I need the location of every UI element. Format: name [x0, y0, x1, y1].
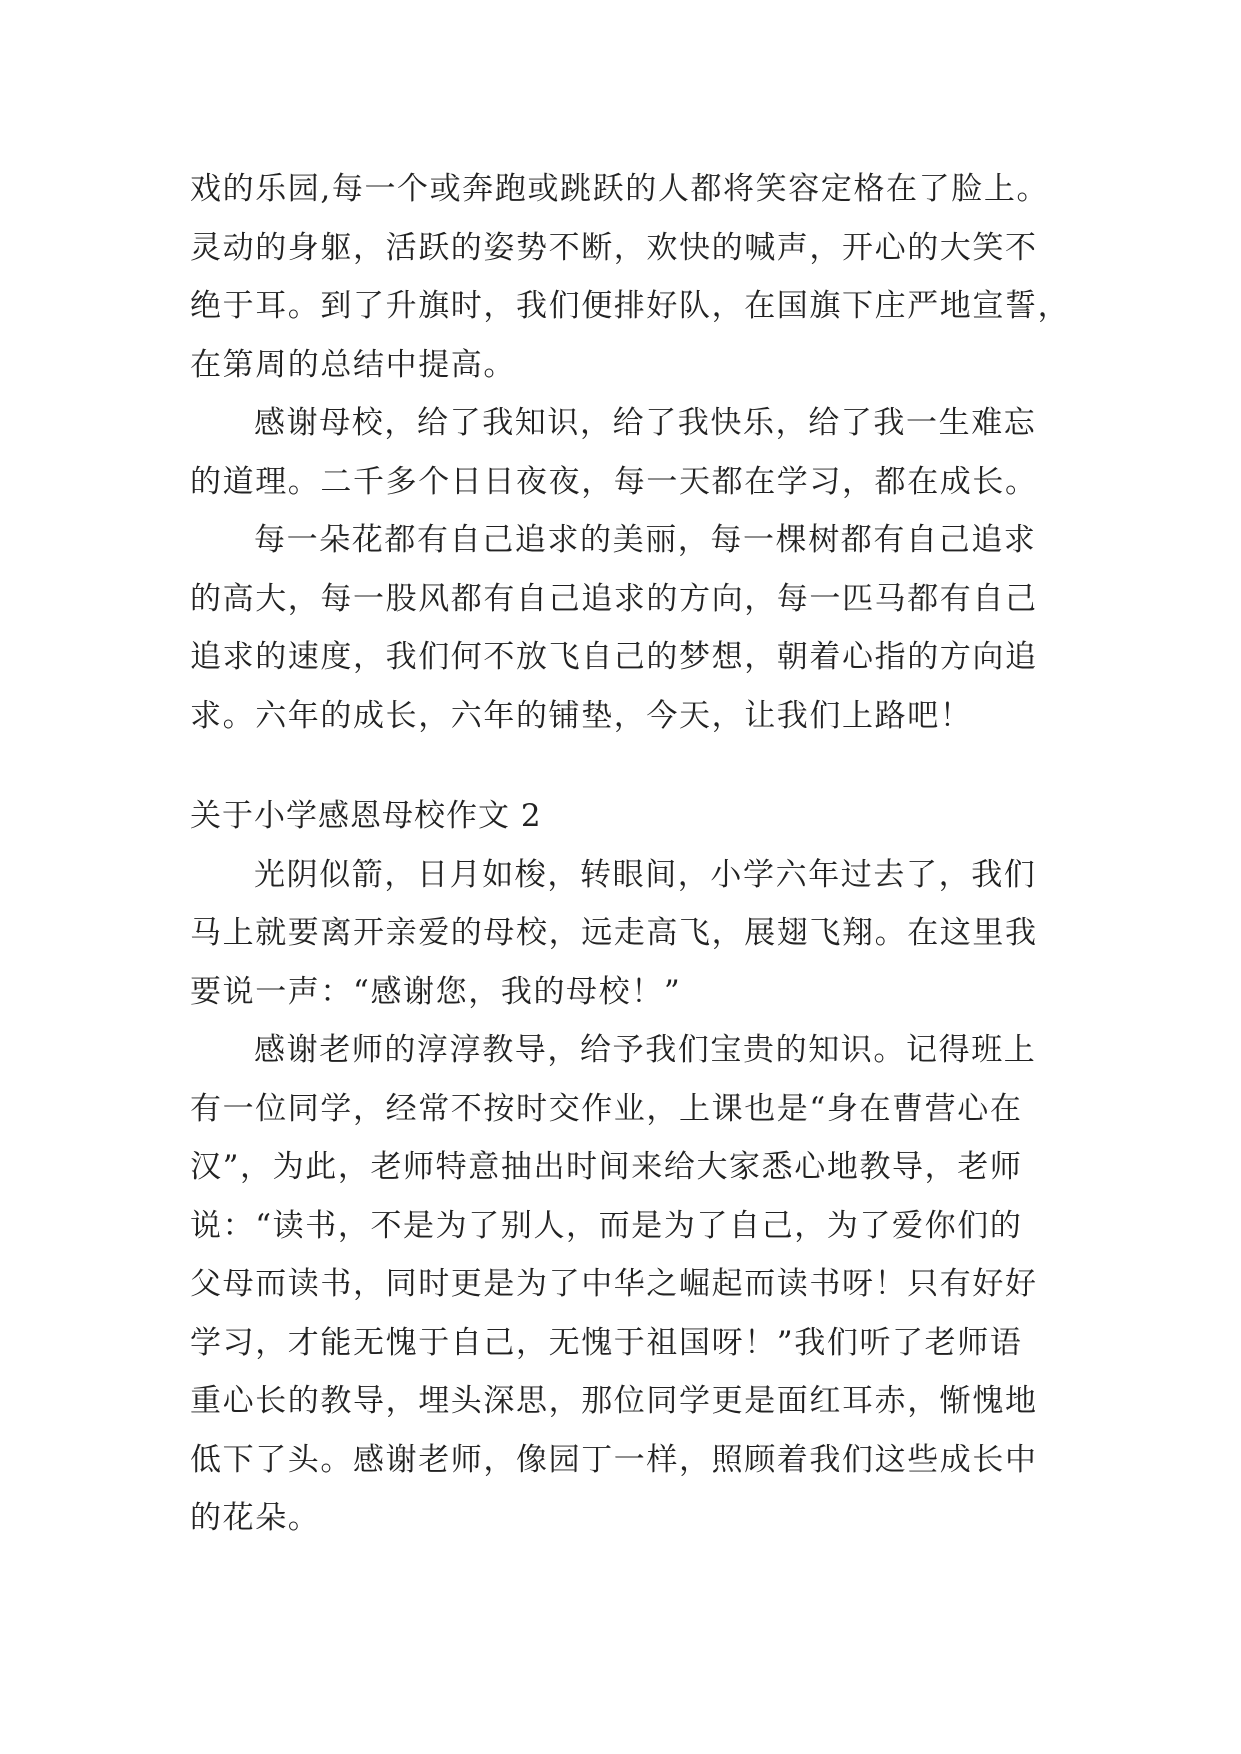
text-line: 灵动的身躯，活跃的姿势不断，欢快的喊声，开心的大笑不 [190, 229, 1038, 266]
paragraph-first-line: 光阴似箭，日月如梭，转眼间，小学六年过去了，我们 [254, 856, 1037, 893]
text-line: 求。六年的成长，六年的铺垫，今天，让我们上路吧！ [190, 697, 973, 734]
text-line: 要说一声：“感谢您，我的母校！” [190, 973, 682, 1010]
paragraph-first-line: 感谢老师的淳淳教导，给予我们宝贵的知识。记得班上 [254, 1032, 1037, 1068]
paragraph-first-line: 每一朵花都有自己追求的美丽，每一棵树都有自己追求 [254, 522, 1037, 558]
text-line: 追求的速度，我们何不放飞自己的梦想，朝着心指的方向追 [190, 639, 1038, 675]
paragraph-first-line: 感谢母校，给了我知识，给了我快乐，给了我一生难忘 [254, 405, 1037, 441]
text-line: 在第周的总结中提高。 [190, 346, 516, 383]
text-line: 的道理。二千多个日日夜夜，每一天都在学习，都在成长。 [190, 463, 1038, 500]
text-line: 说：“读书，不是为了别人，而是为了自己，为了爱你们的 [190, 1207, 1023, 1244]
text-line: 马上就要离开亲爱的母校，远走高飞，展翅飞翔。在这里我 [190, 915, 1038, 951]
text-line: 有一位同学，经常不按时交作业，上课也是“身在曹营心在 [190, 1090, 1023, 1127]
text-line: 父母而读书，同时更是为了中华之崛起而读书呀！只有好好 [190, 1266, 1038, 1302]
text-line: 的花朵。 [190, 1500, 321, 1536]
text-line: 戏的乐园,每一个或奔跑或跳跃的人都将笑容定格在了脸上。 [190, 171, 1050, 207]
text-line: 学习，才能无愧于自己，无愧于祖国呀！”我们听了老师语 [190, 1324, 1023, 1361]
text-line: 重心长的教导，埋头深思，那位同学更是面红耳赤，惭愧地 [190, 1383, 1038, 1419]
text-line: 汉”，为此，老师特意抽出时间来给大家悉心地教导，老师 [190, 1149, 1023, 1185]
section-gap [190, 745, 1090, 787]
document-body [190, 160, 1090, 1548]
text-line: 的高大，每一股风都有自己追求的方向，每一匹马都有自己 [190, 580, 1038, 617]
text-line: 低下了头。感谢老师，像园丁一样，照顾着我们这些成长中 [190, 1441, 1038, 1478]
text-line: 绝于耳。到了升旗时，我们便排好队，在国旗下庄严地宣誓， [190, 288, 1071, 324]
section-heading: 关于小学感恩母校作文 2 [190, 798, 542, 834]
